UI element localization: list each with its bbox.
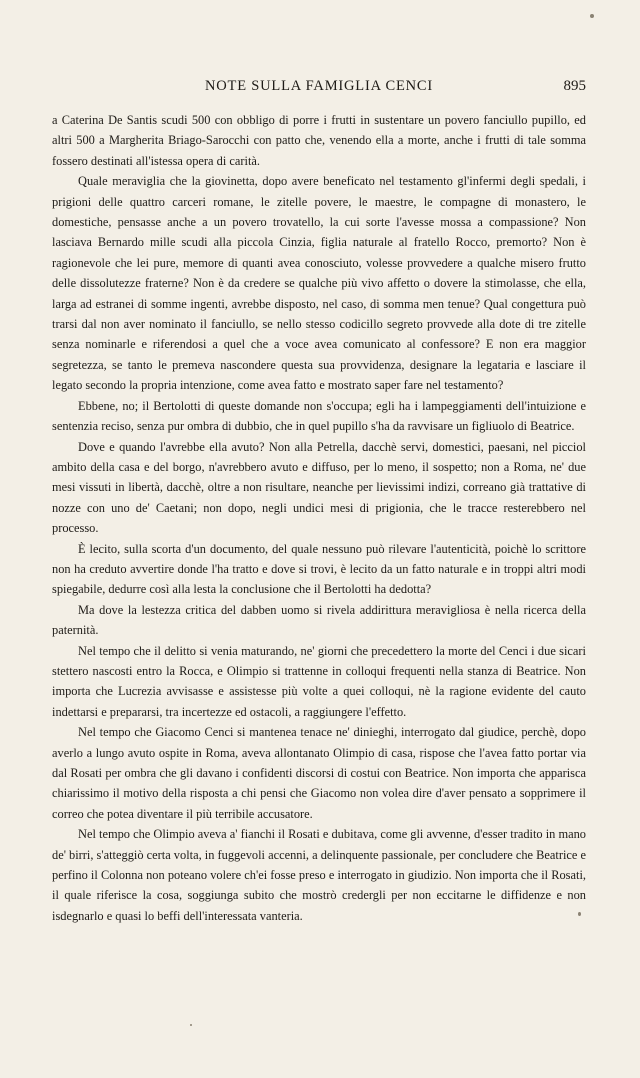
paragraph: Nel tempo che Olimpio aveva a' fianchi il Rosati e dubitava, come gli avvenne, d'esser tradito in mano de' birri, s'atteggiò certa volta, in fuggevoli accenni, a delinquente passionale, per concludere che Beatrice e perfino il Colonna non poteano volere ch'ei fosse preso e interrogato in giudizio. Non importa che il Rosati, il quale riferisce la cosa, soggiunga subito che mostrò credergli per non eccitarne le diffidenze e non isdegnarlo e quasi lo beffi dell'interessata vanteria. — [52, 827, 586, 923]
paragraph: a Caterina De Santis scudi 500 con obbligo di porre i frutti in sustentare un povero fanciullo pupillo, ed altri 500 a Margherita Briago-Sarocchi con patto che, venendo ella a morte, anche i frutti di tale somma fossero destinati all'istessa opera di carità. — [52, 113, 586, 168]
paper-speck — [578, 912, 581, 916]
paragraph: Nel tempo che il delitto si venia maturando, ne' giorni che precedettero la morte del Cenci i due sicari stettero nascosti entro la Rocca, e Olimpio si trattenne in colloqui frequenti nella stanza di Beatrice. Non importa che Lucrezia avvisasse e assistesse più volte a quei colloqui, nè la ragione evidente del cauto indettarsi e prepararsi, tra incertezze ed ostacoli, a raggiungere l'effetto. — [52, 643, 586, 719]
paragraph: Quale meraviglia che la giovinetta, dopo avere beneficato nel testamento gl'infermi degli spedali, i prigioni delle quattro carceri romane, le zitelle povere, le maestre, le compagne di monastero, le domestiche, pensasse anche a un povero trovatello, la cui sorte l'avesse mossa a compassione? Non lasciava Bernardo mille scudi alla piccola Cinzia, figlia naturale al fratello Rocco, premorto? Non è ragionevole che lei pure, memore di quanti avea conosciuto, volesse provvedere a qualche misero frutto delle dissolutezze fraterne? Non è da credere se qualche più vivo affetto o dovere la stimolasse, che ella, larga ad estranei di somme ingenti, avrebbe disposto, nel caso, di somma men tenue? Qual congettura può trarsi dal non aver nominato il fanciullo, se nello stesso codicillo segreto provvede alla dote di tre zitelle senza nominarle e riferendosi a quel che a voce avea comunicato al confessore? E non era maggior segretezza, se tanto le premeva nascondere questa sua provvidenza, designare la legataria e lasciare il legato secondo la propria intenzione, come avea fatto e mostrato saper fare nel testamento? — [52, 174, 586, 393]
paper-speck — [590, 14, 594, 18]
paragraph: Nel tempo che Giacomo Cenci si mantenea tenace ne' dinieghi, interrogato dal giudice, perchè, dopo averlo a lungo avuto ospite in Roma, aveva allontanato Olimpio di casa, rispose che l'avea fatto portar via dal Rosati per ombra che gli davano i confidenti discorsi di costui con Beatrice. Non importa che apparisca chiarissimo il motivo della risposta a chi pensi che Giacomo non volea dire d'aver pensato a sopprimere il correo che potea diventare il più terribile accusatore. — [52, 725, 586, 821]
paragraph: Dove e quando l'avrebbe ella avuto? Non alla Petrella, dacchè servi, domestici, paesani, nel picciol ambito della casa e del borgo, n'avrebbero avuto e diffuso, per lo meno, il sospetto; non a Roma, ne' due mesi vissuti in libertà, dacchè, oltre a non risultare, neanche per lievissimi indizi, correano già trattative di nozze con uno de' Caetani; non dopo, negli undici mesi di prigionia, che le tracce resterebbero nel processo. — [52, 439, 586, 536]
page-number: 895 — [563, 78, 586, 94]
page-header — [52, 78, 586, 98]
paragraph: Ebbene, no; il Bertolotti di queste domande non s'occupa; egli ha i lampeggiamenti dell'intuizione e sentenzia reciso, senza pur ombra di dubbio, che in quel pupillo s'ha da ravvisare un figliuolo di Beatrice. — [52, 398, 586, 434]
running-title: NOTE SULLA FAMIGLIA CENCI — [205, 78, 433, 94]
paragraph: È lecito, sulla scorta d'un documento, del quale nessuno può rilevare l'autenticità, poichè lo scrittore non ha creduto avvertire donde l'ha tratto e dove si trovi, è lecito da un fatto naturale e in troppi altri modi spiegabile, dedurre così alla lesta la conclusione che il Bertolotti ha dedotta? — [52, 541, 586, 597]
body-text — [52, 110, 586, 926]
paragraph: Ma dove la lestezza critica del dabben uomo si rivela addirittura meravigliosa è nella ricerca della paternità. — [52, 602, 586, 638]
paper-speck — [190, 1024, 192, 1026]
